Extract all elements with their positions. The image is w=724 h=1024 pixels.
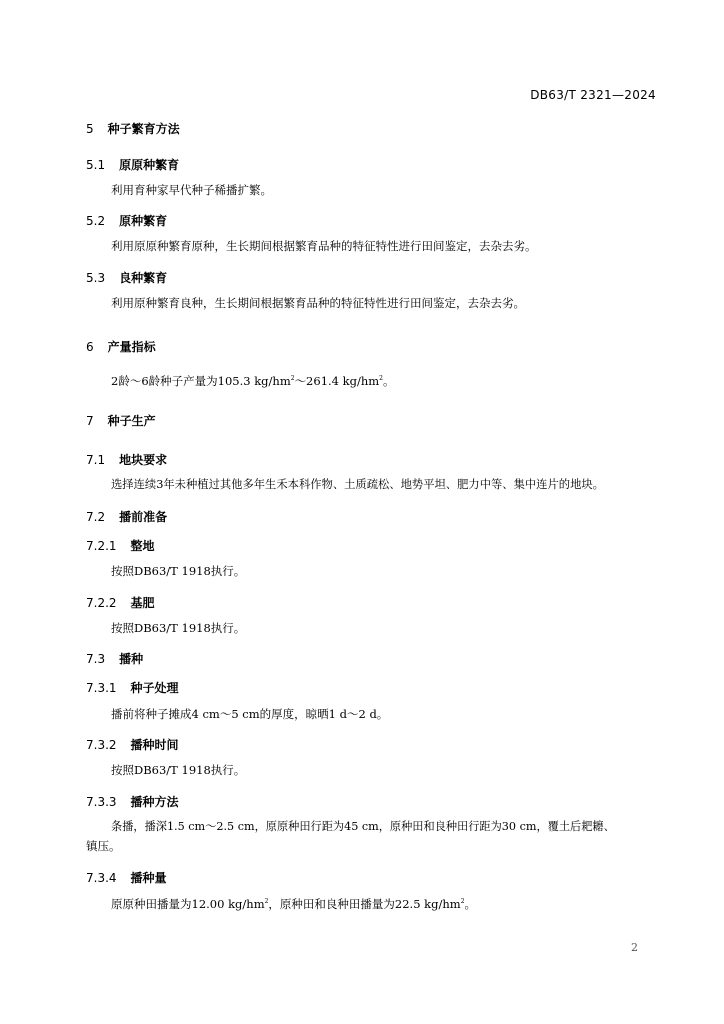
section-number: 7.2.1 [86, 539, 117, 553]
section-number: 5.1 [86, 158, 106, 172]
section-5-heading [86, 120, 180, 137]
page-number: 2 [631, 941, 638, 954]
section-5-2-heading [86, 212, 167, 229]
unit-exponent: 2 [290, 375, 295, 383]
section-5-1-text: 利用育种家早代种子稀播扩繁。 [111, 183, 272, 197]
yield-text-end: 。 [382, 374, 395, 388]
section-7-3-1-text: 播前将种子摊成4 cm～5 cm的厚度，晾晒1 d～2 d。 [111, 707, 389, 721]
section-title: 产量指标 [107, 340, 156, 354]
seeding-rate-text-end: 。 [464, 897, 477, 911]
section-number: 7 [86, 414, 94, 428]
section-number: 7.3.3 [86, 795, 117, 809]
section-7-2-heading [86, 508, 167, 525]
section-5-3-heading [86, 269, 167, 286]
section-7-3-3-heading [86, 793, 179, 810]
section-7-heading [86, 412, 156, 429]
section-number: 7.3.4 [86, 871, 117, 885]
section-7-3-3-text-line2: 镇压。 [86, 839, 121, 853]
section-number: 5.2 [86, 214, 106, 228]
unit-exponent: 2 [460, 898, 465, 906]
seeding-rate-text-start: 原原种田播量为12.00 kg/hm [111, 897, 265, 911]
section-title: 播种 [119, 652, 144, 666]
section-title: 播种方法 [130, 795, 179, 809]
section-number: 7.3.1 [86, 681, 117, 695]
section-7-3-3-text-line1: 条播，播深1.5 cm～2.5 cm，原原种田行距为45 cm，原种田和良种田行距为30 cm，覆土后耙耱、 [111, 820, 615, 833]
section-7-2-1-text: 按照DB63/T 1918执行。 [111, 564, 246, 578]
section-title: 原种繁育 [119, 214, 168, 228]
standard-code: DB63/T 2321—2024 [530, 88, 656, 102]
section-number: 7.2 [86, 510, 106, 524]
section-title: 基肥 [130, 596, 155, 610]
section-title: 播种时间 [130, 738, 179, 752]
section-title: 整地 [130, 539, 155, 553]
section-7-2-1-heading [86, 537, 155, 554]
section-5-2-text: 利用原原种繁育原种，生长期间根据繁育品种的特征特性进行田间鉴定，去杂去劣。 [111, 239, 537, 253]
section-number: 7.3.2 [86, 738, 117, 752]
section-7-3-1-heading [86, 679, 179, 696]
section-number: 7.2.2 [86, 596, 117, 610]
section-7-3-heading [86, 650, 143, 667]
section-7-1-heading [86, 451, 167, 468]
section-6-text [111, 370, 671, 392]
section-title: 种子处理 [130, 681, 179, 695]
section-7-2-2-text: 按照DB63/T 1918执行。 [111, 621, 246, 635]
unit-exponent: 2 [379, 375, 383, 383]
section-number: 7.3 [86, 652, 106, 666]
section-number: 6 [86, 340, 94, 354]
section-number: 7.1 [86, 453, 106, 467]
section-number: 5.3 [86, 271, 106, 285]
section-title: 种子繁育方法 [107, 122, 180, 136]
section-title: 地块要求 [119, 453, 168, 467]
section-7-3-4-heading [86, 869, 167, 886]
unit-exponent: 2 [264, 898, 269, 906]
section-title: 播前准备 [119, 510, 168, 524]
section-7-1-text: 选择连续3年未种植过其他多年生禾本科作物、土质疏松、地势平坦、肥力中等、集中连片的地块。 [111, 478, 604, 491]
yield-text-middle: ～261.4 kg/hm [294, 374, 380, 388]
section-7-2-2-heading [86, 594, 155, 611]
section-7-3-2-heading [86, 736, 179, 753]
seeding-rate-text-middle: ，原种田和良种田播量为22.5 kg/hm [268, 897, 461, 911]
section-5-1-heading [86, 156, 179, 173]
section-title: 播种量 [130, 871, 167, 885]
section-7-3-2-text: 按照DB63/T 1918执行。 [111, 763, 246, 777]
section-5-3-text: 利用原种繁育良种，生长期间根据繁育品种的特征特性进行田间鉴定，去杂去劣。 [111, 296, 525, 310]
section-title: 原原种繁育 [119, 158, 180, 172]
section-title: 良种繁育 [119, 271, 168, 285]
section-6-heading [86, 338, 156, 355]
section-7-3-4-text [111, 893, 671, 915]
yield-text-start: 2龄～6龄种子产量为105.3 kg/hm [111, 374, 291, 388]
section-number: 5 [86, 122, 94, 136]
section-title: 种子生产 [107, 414, 156, 428]
